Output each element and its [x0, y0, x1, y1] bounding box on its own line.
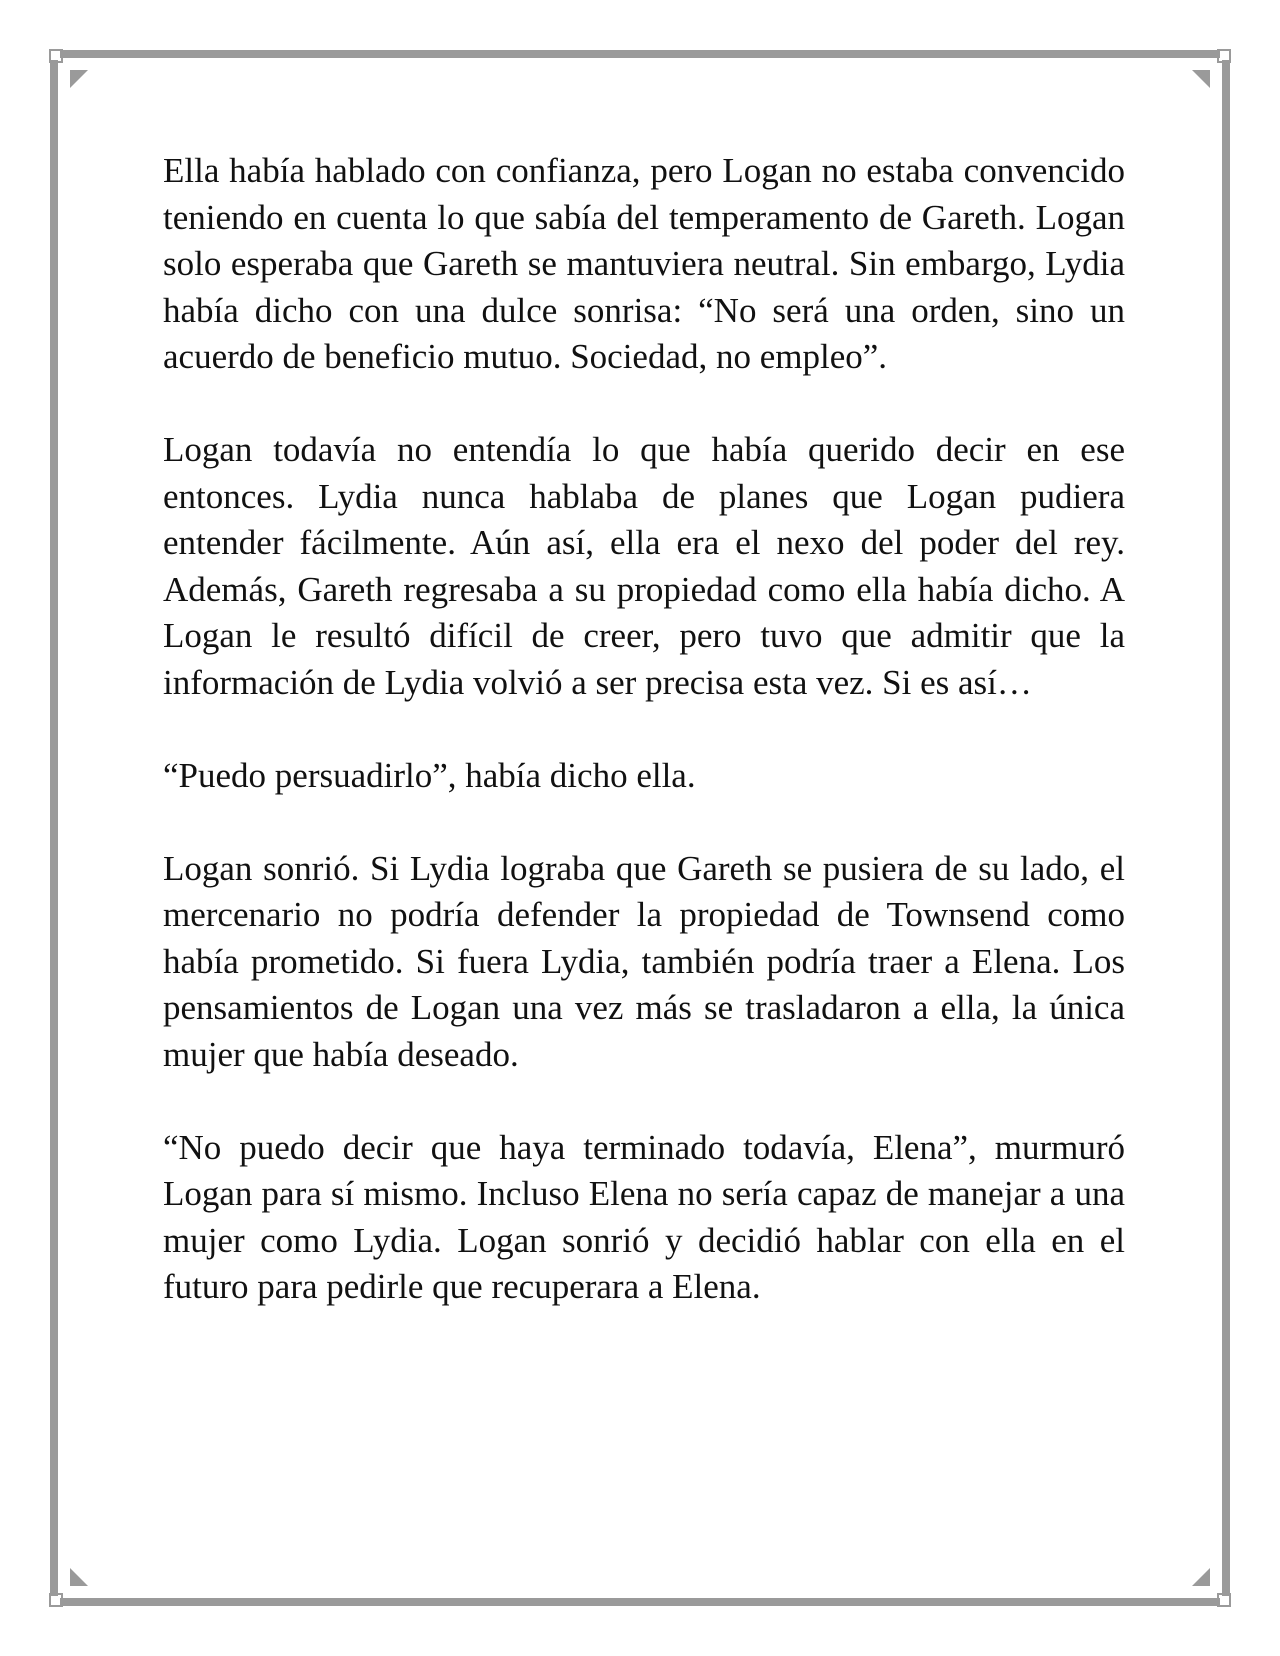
paragraph-2: Logan todavía no entendía lo que había querido decir en ese entonces. Lydia nunca hablaba de planes que Logan pudiera entender fácilmente. Aún así, ella era el nexo del poder del rey. Además, Gareth regresaba a su propiedad como ella había dicho. A Logan le resultó difícil de creer, pero tuvo que admitir que la información de Lydia volvió a ser precisa esta vez. Si es así…	[163, 430, 1125, 702]
corner-triangle-bottom-right	[1192, 1568, 1210, 1586]
frame-bottom-bar	[60, 1598, 1220, 1606]
paragraph-5: “No puedo decir que haya terminado todavía, Elena”, murmuró Logan para sí mismo. Incluso Elena no sería capaz de manejar a una mujer como Lydia. Logan sonrió y decidió hablar con ella en el futuro para pedirle que recuperara a Elena.	[163, 1127, 1125, 1306]
frame-left-bar	[50, 60, 58, 1596]
paragraph-1: Ella había hablado con confianza, pero Logan no estaba convencido teniendo en cuenta lo que sabía del temperamento de Gareth. Logan solo esperaba que Gareth se mantuviera neutral. Sin embargo, Lydia había dicho con una dulce sonrisa: “No será una orden, sino un acuerdo de beneficio mutuo. Sociedad, no empleo”.	[163, 151, 1125, 376]
corner-triangle-top-right	[1192, 70, 1210, 88]
paragraph-4: Logan sonrió. Si Lydia lograba que Gareth se pusiera de su lado, el mercenario no podría defender la propiedad de Townsend como había prometido. Si fuera Lydia, también podría traer a Elena. Los pensamientos de Logan una vez más se trasladaron a ella, la única mujer que había deseado.	[163, 848, 1125, 1074]
paragraph-3: “Puedo persuadirlo”, había dicho ella.	[163, 755, 696, 795]
corner-triangle-top-left	[70, 70, 88, 88]
page-text	[163, 148, 1125, 1357]
corner-triangle-bottom-left	[70, 1568, 88, 1586]
frame-right-bar	[1222, 60, 1230, 1596]
frame-top-bar	[60, 50, 1220, 58]
